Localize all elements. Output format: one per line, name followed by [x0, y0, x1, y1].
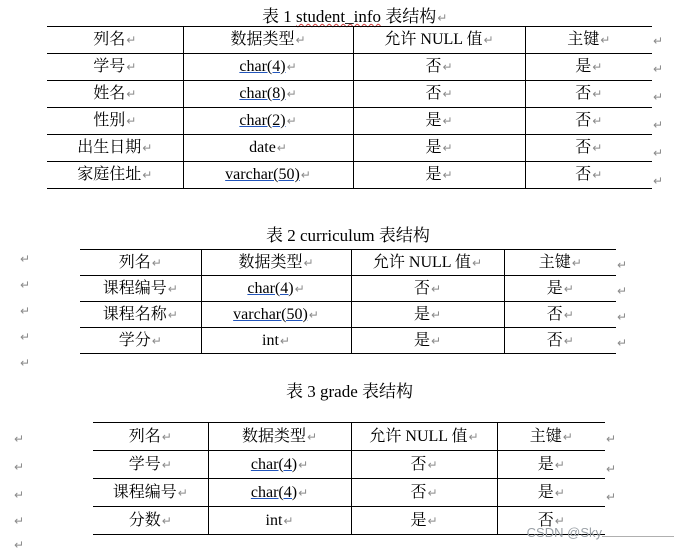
paragraph-mark-icon: ↵	[617, 336, 628, 350]
table-cell	[201, 302, 351, 328]
paragraph-mark-icon: ↵	[306, 429, 318, 444]
table-cell	[351, 479, 497, 507]
table-cell	[525, 81, 652, 108]
table-cell	[183, 108, 353, 135]
cell-text: 课程编号	[112, 483, 177, 501]
paragraph-mark-icon: ↵	[430, 307, 442, 322]
paragraph-mark-icon: ↵	[14, 432, 25, 446]
table-cell	[504, 302, 616, 328]
cell-text: 是	[425, 166, 442, 183]
paragraph-mark-icon: ↵	[592, 168, 603, 182]
table-cell	[525, 108, 652, 135]
cell-text: 家庭住址	[77, 166, 142, 183]
table-cell	[183, 162, 353, 189]
paragraph-mark-icon: ↵	[14, 514, 25, 528]
watermark	[527, 525, 674, 540]
cell-text: 否	[537, 511, 554, 529]
table-cell	[353, 135, 525, 162]
paragraph-mark-icon: ↵	[653, 146, 664, 160]
grade-table	[93, 422, 605, 535]
paragraph-mark-icon: ↵	[592, 114, 603, 128]
cell-text: 否	[546, 331, 563, 349]
paragraph-mark-icon: ↵	[20, 304, 31, 318]
paragraph-mark-icon: ↵	[126, 33, 137, 47]
paragraph-mark-icon: ↵	[142, 168, 153, 182]
table-row	[47, 162, 652, 189]
watermark-text: CSDN @Sky	[526, 525, 602, 540]
table-cell	[525, 135, 652, 162]
cell-text: 否	[546, 305, 563, 323]
table-cell	[93, 479, 208, 507]
cell-text: 是	[546, 279, 563, 297]
table-cell	[525, 162, 652, 189]
cell-text: date	[249, 139, 276, 156]
header-cell	[353, 27, 525, 54]
table-cell	[351, 328, 504, 354]
paragraph-mark-icon: ↵	[126, 60, 137, 74]
table-cell	[183, 135, 353, 162]
cell-text: 是	[410, 511, 427, 529]
cell-text: 是	[537, 483, 554, 501]
cell-text: 数据类型	[241, 427, 306, 445]
header-cell	[525, 27, 652, 54]
paragraph-mark-icon: ↵	[142, 141, 153, 155]
cell-text: 允许 NULL 值	[369, 427, 468, 445]
cell-text: 主键	[529, 427, 562, 445]
cell-text: 否	[575, 112, 592, 129]
paragraph-mark-icon: ↵	[126, 114, 137, 128]
paragraph-mark-icon: ↵	[554, 485, 565, 500]
paragraph-mark-icon: ↵	[20, 252, 31, 266]
cell-text: 列名	[118, 253, 151, 271]
paragraph-mark-icon: ↵	[606, 432, 617, 446]
paragraph-mark-icon: ↵	[472, 255, 483, 270]
table-row	[47, 135, 652, 162]
table-cell	[208, 479, 351, 507]
table-cell	[351, 507, 497, 535]
table-cell	[208, 451, 351, 479]
cell-text: char(4)	[250, 455, 298, 473]
paragraph-mark-icon: ↵	[442, 141, 453, 155]
table1-caption-suffix: 表结构	[385, 7, 437, 26]
table-cell	[351, 302, 504, 328]
table-cell	[351, 276, 504, 302]
cell-text: int	[262, 331, 279, 349]
cell-text: 否	[425, 58, 442, 75]
cell-text: 列名	[128, 427, 161, 445]
header-cell	[351, 423, 497, 451]
cell-text: 学分	[118, 331, 151, 349]
table-row	[93, 451, 605, 479]
table3-caption: 表 3 grade 表结构	[286, 382, 414, 401]
paragraph-mark-icon: ↵	[592, 141, 603, 155]
cell-text: 允许 NULL 值	[384, 31, 483, 48]
table-cell	[80, 328, 201, 354]
cell-text: 姓名	[93, 85, 126, 102]
table-cell	[208, 507, 351, 535]
table-cell	[47, 81, 183, 108]
paragraph-mark-icon: ↵	[442, 114, 453, 128]
paragraph-mark-icon: ↵	[161, 513, 172, 528]
student-info-table	[47, 26, 652, 189]
cell-text: 主键	[567, 31, 600, 48]
curriculum-table	[80, 249, 616, 354]
table-cell	[47, 135, 183, 162]
paragraph-mark-icon: ↵	[20, 356, 31, 370]
table-cell	[47, 108, 183, 135]
header-cell	[504, 250, 616, 276]
paragraph-mark-icon: ↵	[430, 281, 442, 296]
table-cell	[201, 276, 351, 302]
paragraph-mark-icon: ↵	[554, 513, 565, 528]
cell-text: 出生日期	[77, 139, 142, 156]
paragraph-mark-icon: ↵	[286, 114, 297, 128]
paragraph-mark-icon: ↵	[442, 87, 453, 101]
table-cell	[183, 54, 353, 81]
table-cell	[80, 276, 201, 302]
cell-text: 是	[537, 455, 554, 473]
cell-text: 课程名称	[102, 305, 167, 323]
cell-text: char(4)	[247, 279, 294, 297]
cell-text: char(4)	[250, 483, 298, 501]
table-cell	[504, 328, 616, 354]
cell-text: 是	[425, 112, 442, 129]
paragraph-mark-icon: ↵	[308, 307, 319, 322]
paragraph-mark-icon: ↵	[653, 90, 664, 104]
paragraph-mark-icon: ↵	[20, 330, 31, 344]
table-header-row	[93, 423, 605, 451]
paragraph-mark-icon: ↵	[300, 168, 311, 182]
table-cell	[353, 81, 525, 108]
cell-text: varchar(50)	[225, 166, 300, 183]
paragraph-mark-icon: ↵	[554, 457, 565, 472]
paragraph-mark-icon: ↵	[298, 457, 309, 472]
table-cell	[353, 108, 525, 135]
cell-text: 性别	[93, 112, 126, 129]
paragraph-mark-icon: ↵	[592, 60, 603, 74]
table2-caption: 表 2 curriculum 表结构	[266, 226, 430, 245]
table-cell	[497, 451, 605, 479]
paragraph-mark-icon: ↵	[617, 310, 628, 324]
cell-text: 否	[413, 279, 430, 297]
table-cell	[93, 507, 208, 535]
paragraph-mark-icon: ↵	[427, 485, 438, 500]
header-cell	[497, 423, 605, 451]
paragraph-mark-icon: ↵	[606, 462, 617, 476]
paragraph-mark-icon: ↵	[617, 258, 628, 272]
cell-text: 课程编号	[102, 279, 167, 297]
table-row	[80, 328, 616, 354]
cell-text: 主键	[538, 253, 571, 271]
paragraph-mark-icon: ↵	[427, 513, 438, 528]
cell-text: 数据类型	[238, 253, 303, 271]
cell-text: 否	[425, 85, 442, 102]
table-cell	[353, 54, 525, 81]
cell-text: 学号	[93, 58, 126, 75]
table-header-row	[47, 27, 652, 54]
paragraph-mark-icon: ↵	[653, 118, 664, 132]
paragraph-mark-icon: ↵	[563, 281, 574, 296]
table1-caption-name: student_info	[296, 7, 381, 26]
table-cell	[47, 162, 183, 189]
table-cell	[80, 302, 201, 328]
table-row	[93, 479, 605, 507]
cell-text: char(2)	[239, 112, 286, 129]
paragraph-mark-icon: ↵	[14, 460, 25, 474]
paragraph-mark-icon: ↵	[617, 284, 628, 298]
table-cell	[47, 54, 183, 81]
paragraph-mark-icon: ↵	[437, 11, 448, 25]
cell-text: 否	[410, 483, 427, 501]
paragraph-mark-icon: ↵	[442, 60, 453, 74]
paragraph-mark-icon: ↵	[653, 174, 664, 188]
cell-text: char(8)	[239, 85, 286, 102]
cell-text: 列名	[93, 31, 126, 48]
paragraph-mark-icon: ↵	[276, 141, 287, 155]
paragraph-mark-icon: ↵	[14, 538, 25, 552]
paragraph-mark-icon: ↵	[468, 429, 479, 444]
table-header-row	[80, 250, 616, 276]
cell-text: 是	[413, 331, 430, 349]
table-cell	[351, 451, 497, 479]
table-row	[47, 81, 652, 108]
header-cell	[183, 27, 353, 54]
cell-text: 否	[575, 166, 592, 183]
cell-text: 否	[575, 85, 592, 102]
table-cell	[525, 54, 652, 81]
table-cell	[201, 328, 351, 354]
paragraph-mark-icon: ↵	[430, 333, 442, 348]
paragraph-mark-icon: ↵	[442, 168, 453, 182]
paragraph-mark-icon: ↵	[161, 457, 172, 472]
paragraph-mark-icon: ↵	[167, 307, 178, 322]
paragraph-mark-icon: ↵	[563, 333, 574, 348]
table-cell	[93, 451, 208, 479]
cell-text: 分数	[128, 511, 161, 529]
paragraph-mark-icon: ↵	[294, 281, 305, 296]
paragraph-mark-icon: ↵	[483, 33, 494, 47]
paragraph-mark-icon: ↵	[286, 60, 297, 74]
cell-text: char(4)	[239, 58, 286, 75]
paragraph-mark-icon: ↵	[563, 307, 574, 322]
paragraph-mark-icon: ↵	[303, 255, 314, 270]
paragraph-mark-icon: ↵	[161, 429, 172, 444]
paragraph-mark-icon: ↵	[653, 34, 664, 48]
table-row	[80, 302, 616, 328]
header-cell	[47, 27, 183, 54]
paragraph-mark-icon: ↵	[286, 87, 297, 101]
paragraph-mark-icon: ↵	[562, 429, 573, 444]
cell-text: 是	[413, 305, 430, 323]
paragraph-mark-icon: ↵	[298, 485, 309, 500]
cell-text: 是	[425, 139, 442, 156]
paragraph-mark-icon: ↵	[177, 485, 188, 500]
cell-text: 允许 NULL 值	[372, 253, 471, 271]
paragraph-mark-icon: ↵	[279, 333, 290, 348]
table-row	[80, 276, 616, 302]
header-cell	[93, 423, 208, 451]
cell-text: 否	[410, 455, 427, 473]
table-cell	[183, 81, 353, 108]
paragraph-mark-icon: ↵	[653, 62, 664, 76]
cell-text: 数据类型	[230, 31, 295, 48]
table1-caption	[262, 2, 447, 27]
paragraph-mark-icon: ↵	[606, 490, 617, 504]
cell-text: 否	[575, 139, 592, 156]
cell-text: 学号	[128, 455, 161, 473]
header-cell	[80, 250, 201, 276]
paragraph-mark-icon: ↵	[600, 33, 611, 47]
paragraph-mark-icon: ↵	[151, 255, 162, 270]
table-cell	[497, 479, 605, 507]
table-cell	[504, 276, 616, 302]
cell-text: int	[265, 511, 283, 529]
header-cell	[351, 250, 504, 276]
table-row	[47, 108, 652, 135]
paragraph-mark-icon: ↵	[283, 513, 294, 528]
paragraph-mark-icon: ↵	[151, 333, 162, 348]
header-cell	[201, 250, 351, 276]
cell-text: varchar(50)	[233, 305, 308, 323]
table-cell	[353, 162, 525, 189]
header-cell	[208, 423, 351, 451]
table-row	[47, 54, 652, 81]
paragraph-mark-icon: ↵	[592, 87, 603, 101]
paragraph-mark-icon: ↵	[20, 278, 31, 292]
paragraph-mark-icon: ↵	[427, 457, 438, 472]
paragraph-mark-icon: ↵	[167, 281, 178, 296]
paragraph-mark-icon: ↵	[571, 255, 582, 270]
paragraph-mark-icon: ↵	[14, 488, 25, 502]
table1-caption-prefix: 表 1	[262, 7, 292, 26]
paragraph-mark-icon: ↵	[126, 87, 137, 101]
cell-text: 是	[575, 58, 592, 75]
paragraph-mark-icon: ↵	[295, 33, 306, 47]
